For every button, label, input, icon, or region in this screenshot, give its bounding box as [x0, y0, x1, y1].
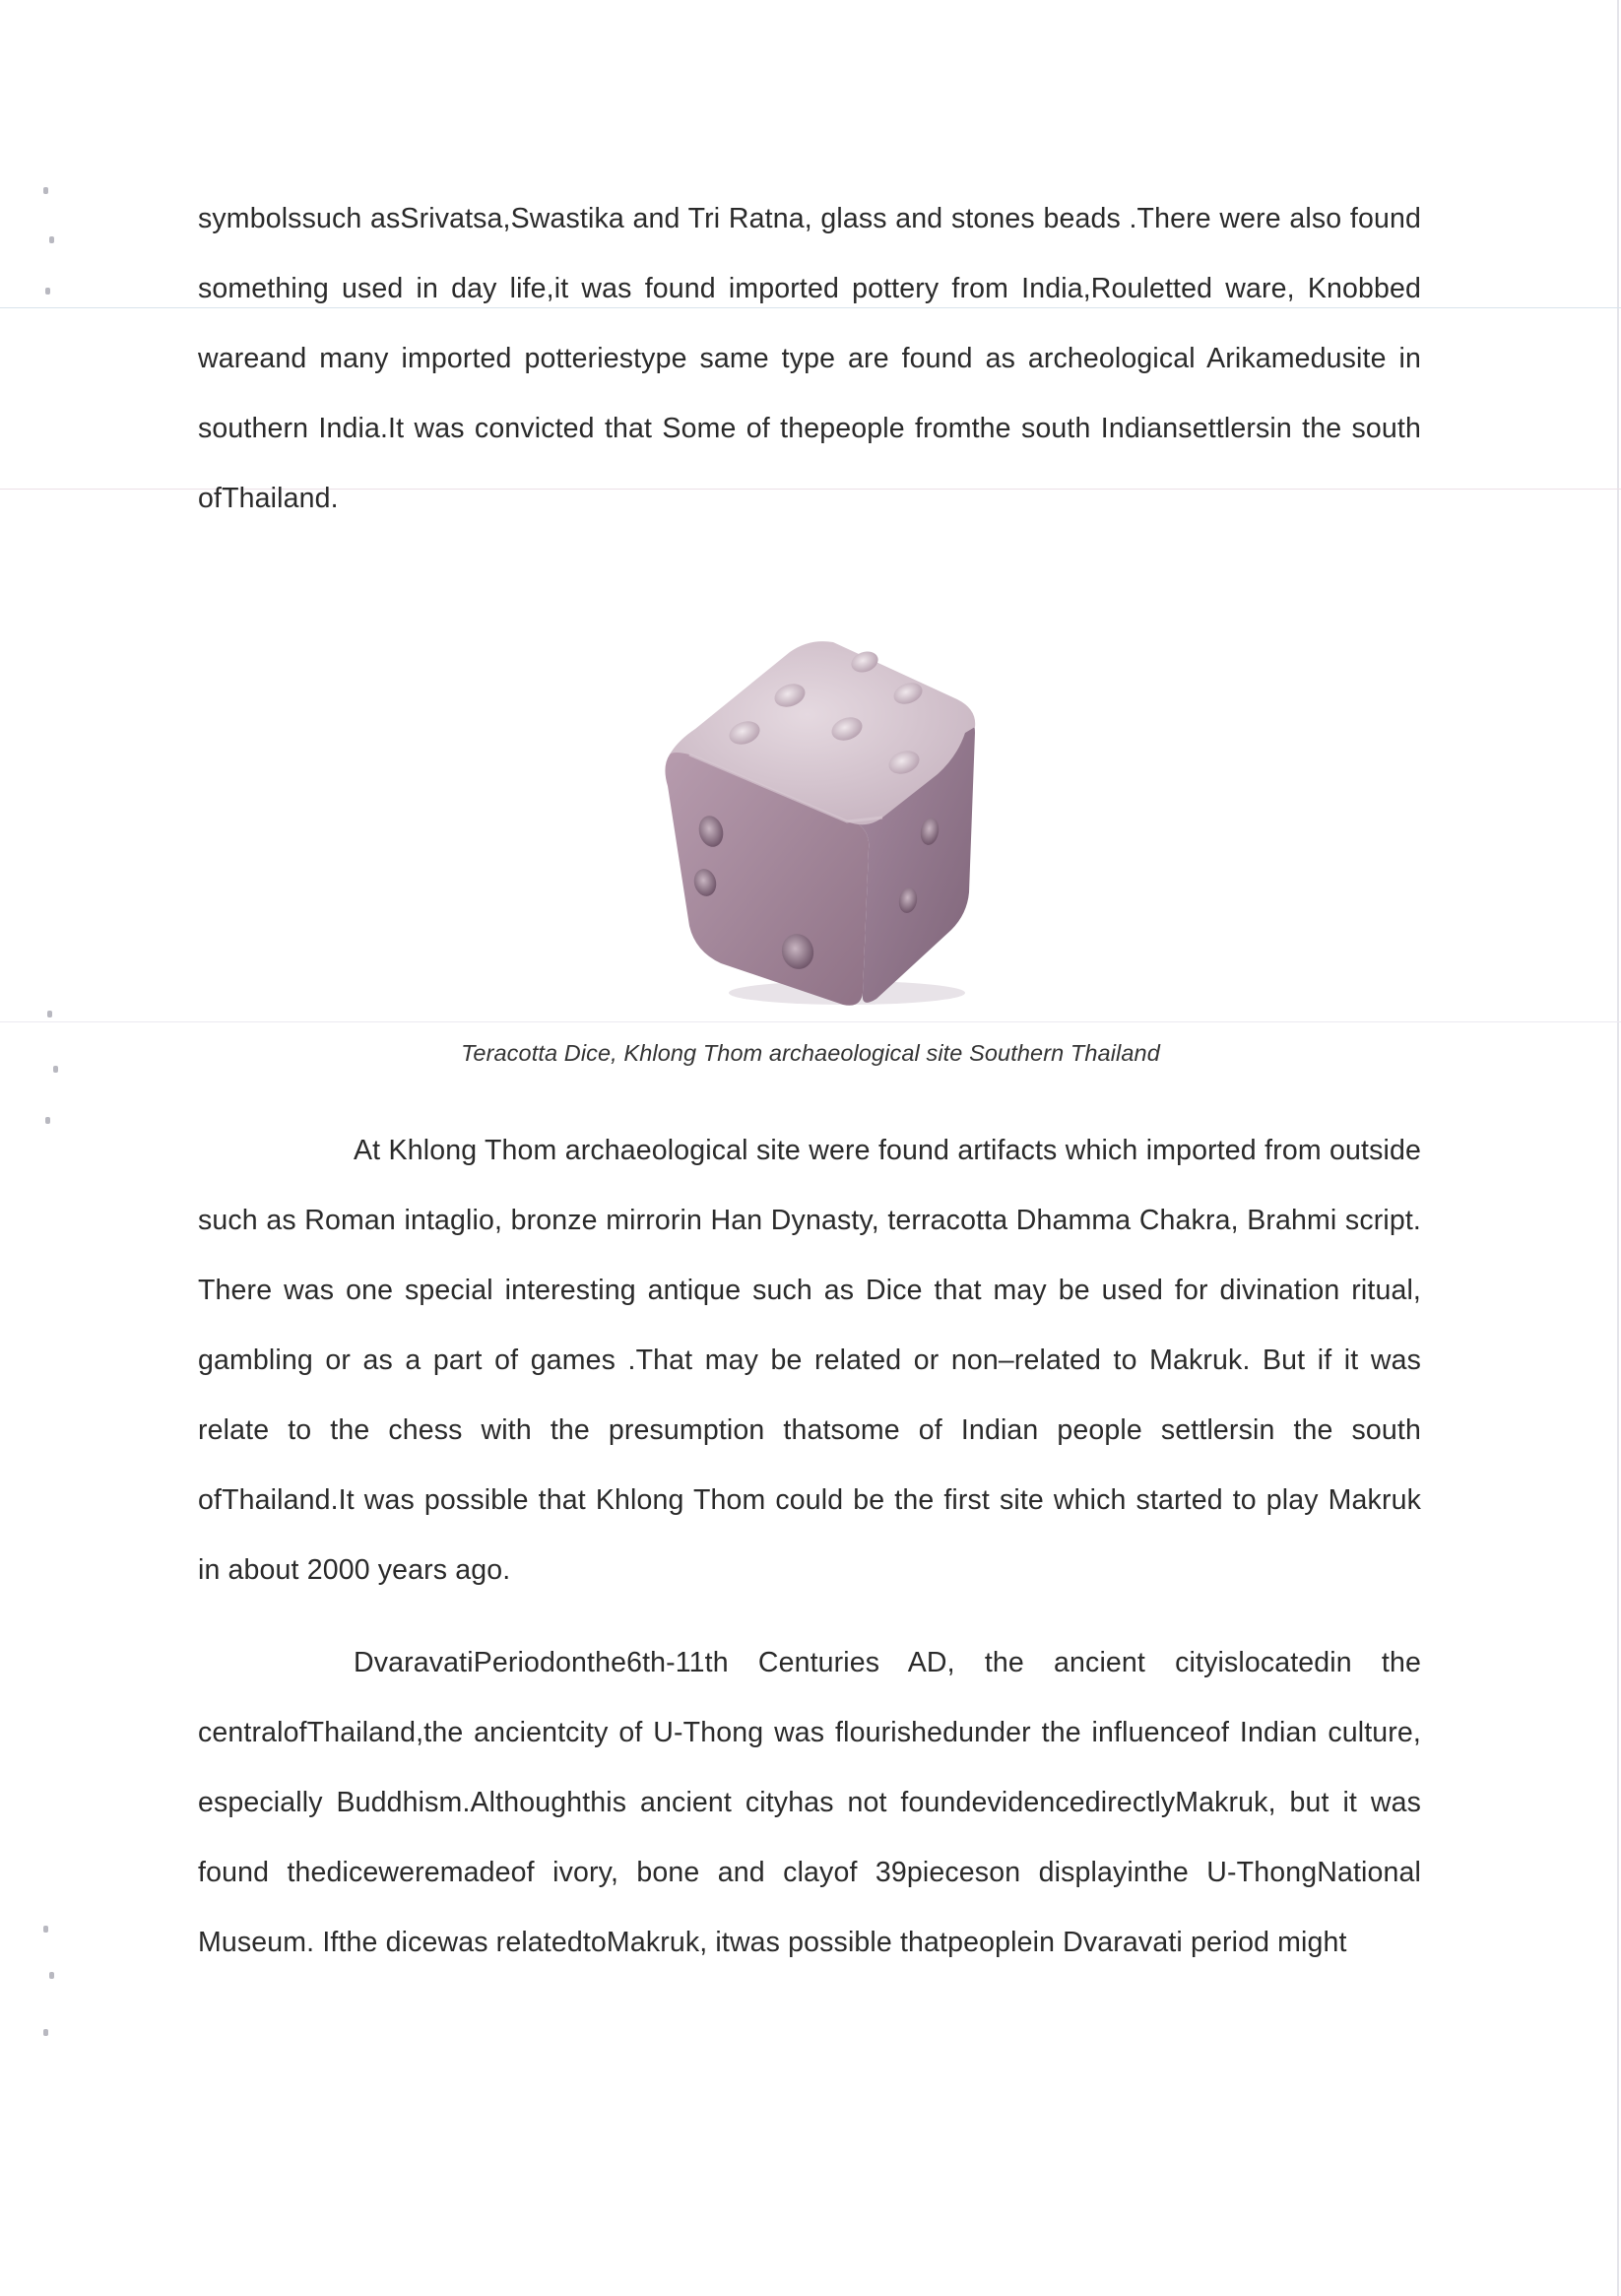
paragraph-dvaravati: DvaravatiPeriodonthe6th-11th Centuries AD, the ancient cityislocatedin the centralofThailand,the ancientcity of U-Thong was flourishedunder the influenceof Indian culture, especially Buddhism.Althoughthis ancient cityhas not foundevidencedirectlyMakruk, but it was found thediceweremadeof ivory, bone and clayof 39pieceson displayinthe U-ThongNational Museum. Ifthe dicewas relatedtoMakruk, itwas possible thatpeoplein Dvaravati period might	[198, 1647, 1421, 1958]
scan-line	[0, 1021, 1621, 1022]
paragraph-khlong-thom-block	[198, 1116, 1421, 1606]
page-edge-shadow	[1617, 0, 1619, 2296]
scan-mark	[47, 1011, 52, 1017]
paragraph-continuation: symbolssuch asSrivatsa,Swastika and Tri Ratna, glass and stones beads .There were also found something used in day life,it was found imported pottery from India,Rouletted ware, Knobbed wareand many imported potteriestype same type are found as archeological Arikamedusite in southern India.It was convicted that Some of thepeople fromthe south Indiansettlersin the south ofThailand.	[198, 203, 1421, 514]
paragraph-dvaravati-block	[198, 1628, 1421, 1978]
scan-mark	[43, 1926, 48, 1933]
scan-mark	[45, 288, 50, 295]
figure-caption: Teracotta Dice, Khlong Thom archaeological site Southern Thailand	[461, 1040, 1160, 1066]
scan-mark	[49, 236, 54, 243]
scan-mark	[43, 187, 48, 194]
scan-mark	[49, 1972, 54, 1979]
dice-photo-icon	[650, 638, 985, 1011]
paragraph-top-block	[198, 184, 1421, 534]
paragraph-khlong-thom: At Khlong Thom archaeological site were found artifacts which imported from outside such as Roman intaglio, bronze mirrorin Han Dynasty, terracotta Dhamma Chakra, Brahmi script. There was one special interesting antique such as Dice that may be used for divination ritual, gambling or as a part of games .That may be related or non–related to Makruk. But if it was relate to the chess with the presumption thatsome of Indian people settlersin the south ofThailand.It was possible that Khlong Thom could be the first site which started to play Makruk in about 2000 years ago.	[198, 1135, 1421, 1586]
scan-mark	[43, 2029, 48, 2036]
scan-mark	[53, 1066, 58, 1073]
terracotta-dice-photo	[650, 638, 985, 1011]
scan-mark	[45, 1117, 50, 1124]
